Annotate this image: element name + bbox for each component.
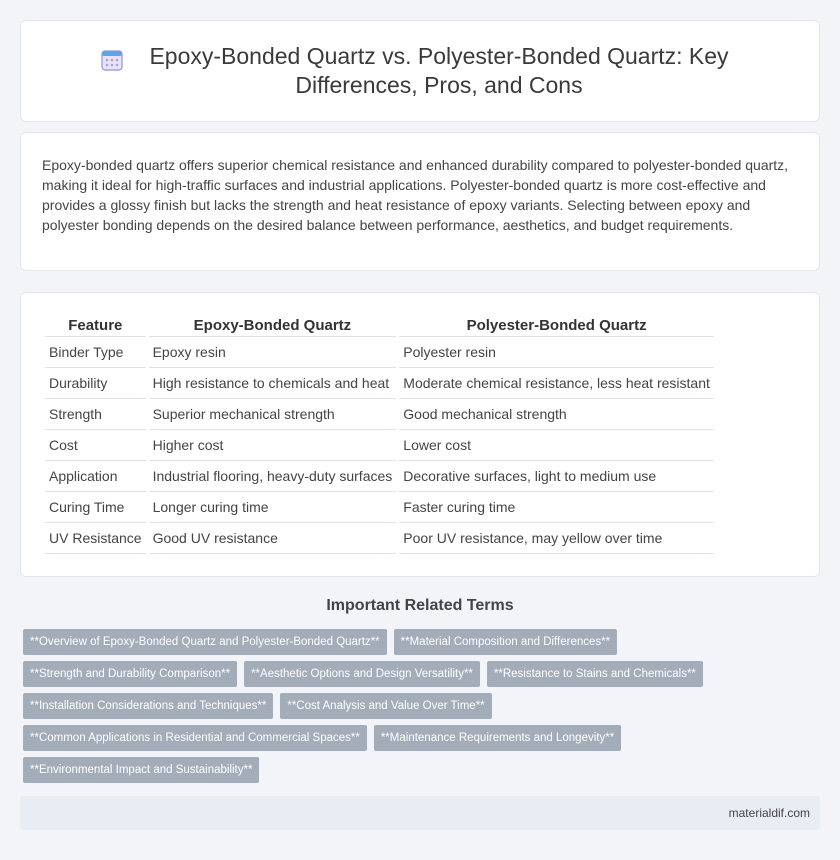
table-cell: Polyester resin (399, 337, 714, 368)
summary-card (20, 132, 820, 271)
term-tag[interactable]: **Aesthetic Options and Design Versatility** (244, 661, 480, 687)
table-cell: Durability (45, 368, 146, 399)
table-row (45, 461, 714, 492)
table-cell: Higher cost (149, 430, 397, 461)
table-cell: Faster curing time (399, 492, 714, 523)
term-tag[interactable]: **Overview of Epoxy-Bonded Quartz and Polyester-Bonded Quartz** (23, 629, 387, 655)
comparison-table (42, 315, 717, 554)
table-row (45, 368, 714, 399)
table-cell: Poor UV resistance, may yellow over time (399, 523, 714, 554)
table-cell: Good UV resistance (149, 523, 397, 554)
table-cell: Binder Type (45, 337, 146, 368)
term-tag[interactable]: **Maintenance Requirements and Longevity** (374, 725, 621, 751)
table-cell: Epoxy resin (149, 337, 397, 368)
table-cell: Industrial flooring, heavy-duty surfaces (149, 461, 397, 492)
table-row (45, 399, 714, 430)
term-tag[interactable]: **Material Composition and Differences** (394, 629, 617, 655)
table-cell: Decorative surfaces, light to medium use (399, 461, 714, 492)
related-terms-list (23, 629, 823, 789)
table-header-row (45, 315, 714, 337)
table-cell: Application (45, 461, 146, 492)
column-header-epoxy: Epoxy-Bonded Quartz (149, 315, 397, 337)
table-row (45, 337, 714, 368)
footer-site-link[interactable]: materialdif.com (728, 806, 810, 820)
table-row (45, 430, 714, 461)
footer (20, 796, 820, 830)
term-tag[interactable]: **Environmental Impact and Sustainability** (23, 757, 259, 783)
column-header-feature: Feature (45, 315, 146, 337)
related-terms-heading: Important Related Terms (326, 597, 514, 614)
calendar-icon (100, 48, 124, 72)
table-cell: Good mechanical strength (399, 399, 714, 430)
table-cell: Superior mechanical strength (149, 399, 397, 430)
page-title: Epoxy-Bonded Quartz vs. Polyester-Bonded Quartz: Key Differences, Pros, and Cons (149, 43, 729, 98)
table-cell: Cost (45, 430, 146, 461)
term-tag[interactable]: **Common Applications in Residential and Commercial Spaces** (23, 725, 367, 751)
table-row (45, 523, 714, 554)
header-card (20, 20, 820, 122)
summary-text: Epoxy-bonded quartz offers superior chemical resistance and enhanced durability compared to polyester-bonded quartz, making it ideal for high-traffic surfaces and industrial applications. Polyester-bonded quartz is more cost-effective and provides a glossy finish but lacks the strength and heat resistance of epoxy variants. Selecting between epoxy and polyester bonding depends on the desired balance between performance, aesthetics, and budget requirements. (42, 157, 789, 233)
table-cell: Strength (45, 399, 146, 430)
table-cell: Moderate chemical resistance, less heat resistant (399, 368, 714, 399)
term-tag[interactable]: **Strength and Durability Comparison** (23, 661, 237, 687)
table-cell: Lower cost (399, 430, 714, 461)
table-cell: Curing Time (45, 492, 146, 523)
column-header-polyester: Polyester-Bonded Quartz (399, 315, 714, 337)
comparison-table-card (20, 292, 820, 577)
table-cell: UV Resistance (45, 523, 146, 554)
term-tag[interactable]: **Resistance to Stains and Chemicals** (487, 661, 703, 687)
table-row (45, 492, 714, 523)
table-cell: High resistance to chemicals and heat (149, 368, 397, 399)
term-tag[interactable]: **Installation Considerations and Techniques** (23, 693, 273, 719)
table-cell: Longer curing time (149, 492, 397, 523)
term-tag[interactable]: **Cost Analysis and Value Over Time** (280, 693, 491, 719)
